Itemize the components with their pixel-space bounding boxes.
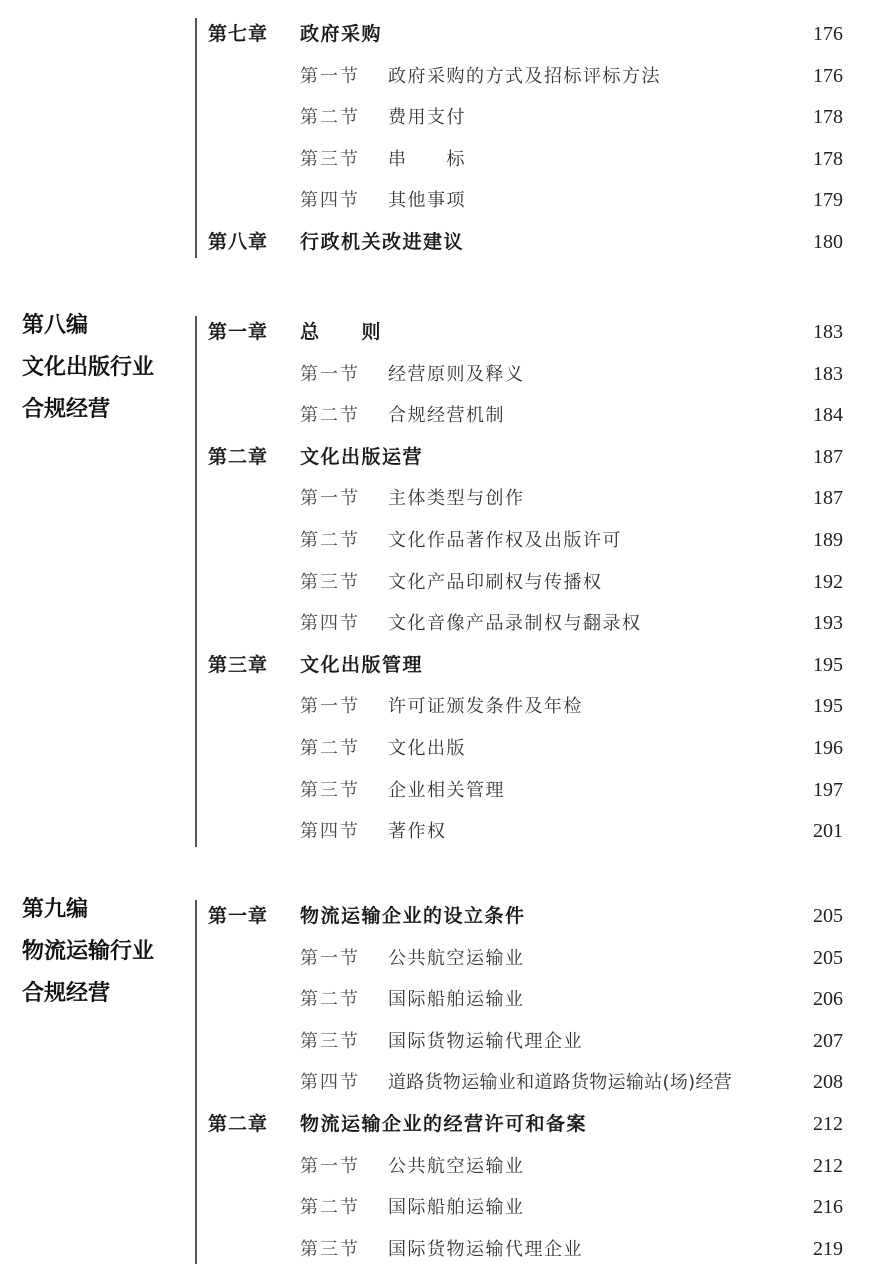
section-entry[interactable] (0, 1146, 870, 1188)
section-entry[interactable] (0, 1062, 870, 1104)
chapter-title: 行政机关改进建议 (300, 230, 465, 253)
section-entry[interactable] (0, 1229, 870, 1271)
section-title: 文化音像产品录制权与翻录权 (388, 613, 642, 635)
page-number: 206 (813, 988, 843, 1011)
page-number: 189 (813, 528, 843, 551)
page-number: 193 (813, 612, 843, 635)
page-number: 212 (813, 1154, 843, 1177)
chapter-entry[interactable] (0, 896, 870, 938)
page-number: 196 (813, 736, 843, 759)
chapter-title: 总 则 (300, 321, 383, 343)
page-number: 207 (813, 1029, 843, 1052)
section-title: 国际货物运输代理企业 (388, 1030, 583, 1052)
section-title: 文化作品著作权及出版许可 (388, 529, 622, 551)
page-number: 201 (813, 820, 843, 843)
chapter-number: 第一章 (208, 905, 269, 927)
chapter-entry[interactable] (0, 437, 870, 479)
page-number: 192 (813, 570, 843, 593)
page-number: 195 (813, 653, 843, 676)
chapter-number: 第三章 (208, 653, 269, 676)
page-number: 205 (813, 905, 843, 927)
section-number: 第一节 (300, 947, 360, 969)
chapter-number: 第一章 (208, 321, 269, 343)
section-entry[interactable] (0, 562, 870, 604)
section-entry[interactable] (0, 1021, 870, 1063)
section-number: 第二节 (300, 405, 360, 427)
chapter-title: 文化出版运营 (300, 445, 424, 468)
page-number: 205 (813, 946, 843, 969)
section-entry[interactable] (0, 395, 870, 437)
page-number: 180 (813, 230, 843, 253)
page-number: 184 (813, 404, 843, 427)
page-number: 216 (813, 1196, 843, 1219)
section-entry[interactable] (0, 938, 870, 980)
section-title: 主体类型与创作 (388, 488, 525, 510)
section-title: 合规经营机制 (388, 405, 505, 427)
section-entry[interactable] (0, 478, 870, 520)
section-entry[interactable] (0, 97, 870, 139)
section-title: 文化产品印刷权与传播权 (388, 571, 603, 593)
section-entry[interactable] (0, 139, 870, 181)
section-entry[interactable] (0, 603, 870, 645)
section-title: 费用支付 (388, 107, 466, 129)
page-number: 187 (813, 487, 843, 510)
section-number: 第三节 (300, 779, 360, 801)
section-entry[interactable] (0, 686, 870, 728)
section-number: 第四节 (300, 190, 360, 212)
part-heading-line: 文化出版行业 (22, 354, 155, 380)
section-number: 第三节 (300, 1238, 360, 1260)
chapter-title: 物流运输企业的经营许可和备案 (300, 1112, 588, 1135)
section-title: 企业相关管理 (388, 779, 505, 801)
section-number: 第四节 (300, 821, 360, 843)
section-title: 公共航空运输业 (388, 947, 525, 969)
chapter-number: 第二章 (208, 445, 269, 468)
chapter-entry[interactable] (0, 1104, 870, 1146)
section-title: 公共航空运输业 (388, 1155, 525, 1177)
part-heading-line: 第八编 (22, 312, 89, 338)
section-number: 第二节 (300, 737, 360, 759)
section-title: 文化出版 (388, 737, 466, 759)
chapter-title: 文化出版管理 (300, 653, 424, 676)
part-heading-line: 合规经营 (22, 396, 111, 422)
section-number: 第一节 (300, 363, 360, 385)
section-number: 第二节 (300, 1197, 360, 1219)
section-entry[interactable] (0, 979, 870, 1021)
section-number: 第二节 (300, 529, 360, 551)
page-number: 197 (813, 778, 843, 801)
page-number: 187 (813, 445, 843, 468)
page-number: 176 (813, 64, 843, 87)
section-title: 串 标 (388, 148, 466, 170)
section-entry[interactable] (0, 770, 870, 812)
section-number: 第三节 (300, 1030, 360, 1052)
section-number: 第三节 (300, 148, 360, 170)
section-entry[interactable] (0, 520, 870, 562)
page-number: 178 (813, 147, 843, 170)
chapter-number: 第七章 (208, 23, 269, 45)
page-number: 195 (813, 695, 843, 718)
page-number: 179 (813, 189, 843, 212)
page-number: 176 (813, 23, 843, 45)
section-title: 国际船舶运输业 (388, 1197, 525, 1219)
chapter-number: 第八章 (208, 230, 269, 253)
chapter-title: 物流运输企业的设立条件 (300, 905, 526, 927)
part-heading-line: 物流运输行业 (22, 938, 155, 964)
section-title: 著作权 (388, 821, 447, 843)
section-title: 其他事项 (388, 190, 466, 212)
page-number: 219 (813, 1237, 843, 1260)
section-number: 第一节 (300, 696, 360, 718)
page-number: 183 (813, 362, 843, 385)
section-number: 第三节 (300, 571, 360, 593)
section-entry[interactable] (0, 1187, 870, 1229)
section-title: 政府采购的方式及招标评标方法 (388, 65, 661, 87)
part-heading-line: 第九编 (22, 896, 89, 922)
section-entry[interactable] (0, 728, 870, 770)
section-number: 第一节 (300, 65, 360, 87)
page-number: 208 (813, 1071, 843, 1094)
toc-rows (0, 14, 870, 264)
toc-rows (0, 896, 870, 1270)
section-title: 道路货物运输业和道路货物运输站(场)经营 (388, 1072, 733, 1094)
chapter-entry[interactable] (0, 222, 870, 264)
toc-rows (0, 312, 870, 853)
section-title: 国际货物运输代理企业 (388, 1238, 583, 1260)
section-entry[interactable] (0, 56, 870, 98)
chapter-entry[interactable] (0, 14, 870, 56)
chapter-number: 第二章 (208, 1112, 269, 1135)
chapter-entry[interactable] (0, 645, 870, 687)
section-number: 第四节 (300, 1072, 360, 1094)
section-number: 第四节 (300, 613, 360, 635)
section-number: 第二节 (300, 989, 360, 1011)
section-entry[interactable] (0, 811, 870, 853)
section-entry[interactable] (0, 180, 870, 222)
section-title: 许可证颁发条件及年检 (388, 696, 583, 718)
page-number: 183 (813, 321, 843, 343)
page-number: 212 (813, 1112, 843, 1135)
chapter-title: 政府采购 (300, 23, 383, 45)
section-number: 第二节 (300, 107, 360, 129)
part-heading-line: 合规经营 (22, 980, 111, 1006)
section-title: 国际船舶运输业 (388, 989, 525, 1011)
section-title: 经营原则及释义 (388, 363, 525, 385)
page-number: 178 (813, 106, 843, 129)
section-entry[interactable] (0, 354, 870, 396)
chapter-entry[interactable] (0, 312, 870, 354)
section-number: 第一节 (300, 488, 360, 510)
section-number: 第一节 (300, 1155, 360, 1177)
